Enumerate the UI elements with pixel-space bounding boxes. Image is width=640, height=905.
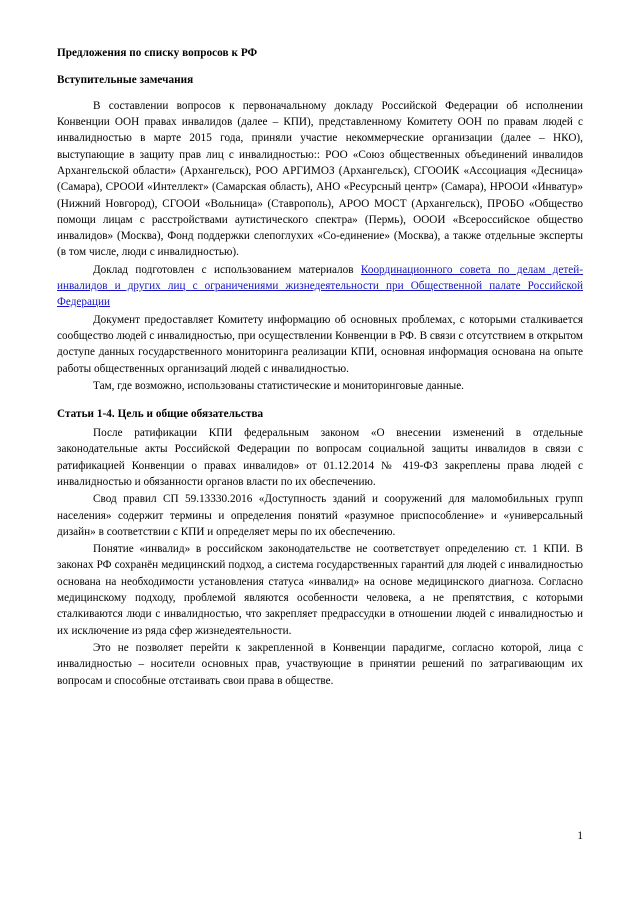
paragraph-report-sources [57,262,583,311]
page-number: 1 [577,829,583,842]
paragraph-ratification-law: После ратификации КПИ федеральным законом «О внесении изменений в отдельные законодательные акты Российской Федерации по вопросам социальной защиты инвалидов в связи с ратификацией Конвенции о правах инвалидов» от 01.12.2014 № 419-ФЗ закреплены права людей с инвалидностью и обязанности органов власти по их обеспечению. [57,427,583,488]
page-title: Предложения по списку вопросов к РФ [57,47,258,59]
coordination-council-link[interactable]: Координационного совета по делам детей-инвалидов и других лиц с ограничениями жизнедеятельности при Общественной палате Российской Федерации [57,263,584,309]
paragraph-definition-of-disability: Понятие «инвалид» в российском законодательстве не соответствует определению ст. 1 КПИ. В законах РФ сохранён медицинский подход, а система государственных гарантий для людей с инвалидностью основана на необходимости установления статуса «инвалид» на основе медицинского диагноза. Согласно медицинскому подходу, проблемой являются особенности человека, а не препятствия, с которыми сталкиваются люди с инвалидностью, что закрепляет предрассудки в отношении людей с инвалидностью и их исключение из ряда сфер жизнедеятельности. [57,543,583,637]
section-heading-introductory-remarks: Вступительные замечания [57,73,194,86]
paragraph-building-code: Свод правил СП 59.13330.2016 «Доступность зданий и сооружений для маломобильных групп населения» содержит термины и определения понятий «разумное приспособление» и «универсальный дизайн» в соответствии с КПИ и определяет меры по их обеспечению. [57,493,583,538]
paragraph-statistical-data: Там, где возможно, использованы статистические и мониторинговые данные. [93,379,464,392]
paragraph-document-purpose: Документ предоставляет Комитету информацию об основных проблемах, с которыми сталкивается сообщество людей с инвалидностью, при осуществлении Конвенции в РФ. В связи с отсутствием в открытом доступе данных государственного мониторинга реализации КПИ, основная информация основана на опыте работы общественных организаций людей с инвалидностью. [57,313,583,375]
paragraph-report-sources-lead: Доклад подготовлен с использованием материалов [93,263,361,276]
section-heading-articles-1-4: Статьи 1-4. Цель и общие обязательства [57,408,264,421]
paragraph-participating-organizations: В составлении вопросов к первоначальному докладу Российской Федерации об исполнении Конвенции ООН правах инвалидов (далее – КПИ), представленному Комитету ООН по правам людей с инвалидностью в марте 2015 года, приняли участие некоммерческие организации (далее – НКО), выступающие в защиту прав лиц с инвалидностью:: РОО «Союз общественных объединений инвалидов Архангельской области» (Архангельск), РОО АРГИМОЗ (Архангельск), СГООИК «Ассоциация «Десница» (Самара), СРООИ «Интеллект» (Самарская область), АНО «Ресурсный центр» (Самара), НРООИ «Инватур» (Нижний Новгород), СГООИ «Вольница» (Ставрополь), АРОО МОСТ (Архангельск), ПРОБО «Общество помощи лицам с расстройствами аутистического спектра» (Пермь), ОООИ «Всероссийское общество инвалидов» (Москва), Фонд поддержки слепоглухих «Со-единение» (Москва), а также отдельные эксперты (в том числе, люди с инвалидностью). [57,99,583,259]
document-body [57,46,583,689]
paragraph-convention-paradigm: Это не позволяет перейти к закрепленной в Конвенции парадигме, согласно которой, лица с инвалидностью – носители основных прав, участвующие в принятии решений по затрагивающим их вопросам и способные отстаивать свои права в обществе. [57,641,583,687]
